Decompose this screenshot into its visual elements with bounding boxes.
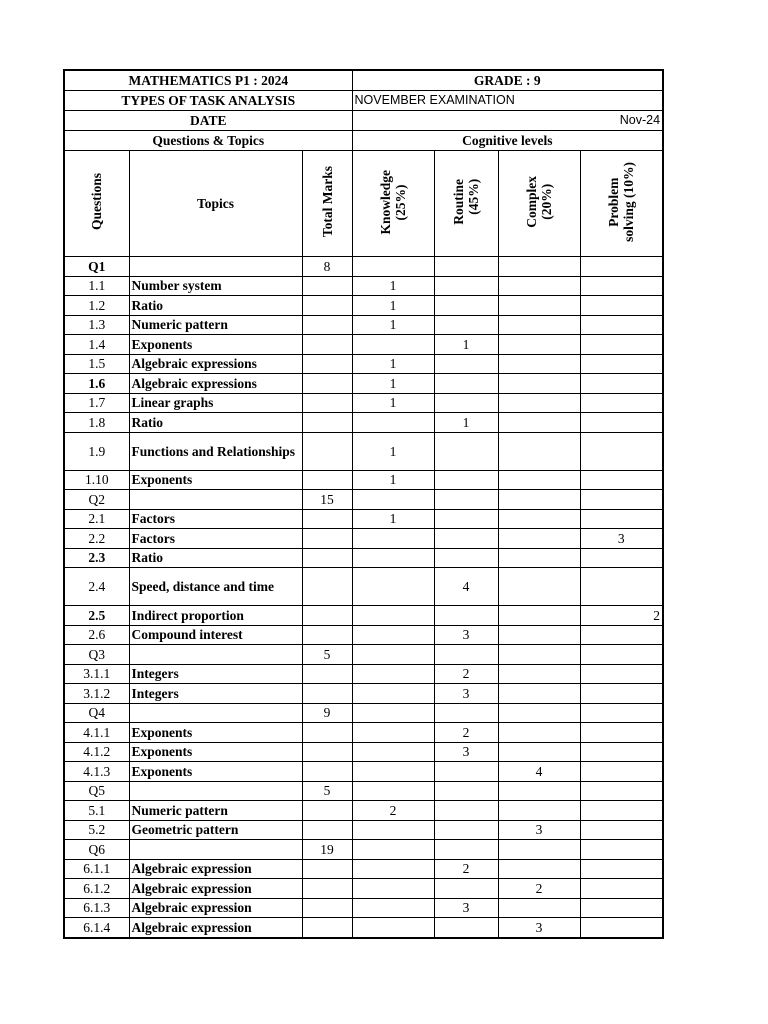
total-marks-cell bbox=[302, 606, 352, 626]
knowledge-cell: 1 bbox=[352, 276, 434, 296]
routine-cell bbox=[434, 645, 498, 665]
total-marks-cell bbox=[302, 568, 352, 606]
routine-cell bbox=[434, 762, 498, 782]
total-marks-cell bbox=[302, 664, 352, 684]
problem-solving-cell bbox=[580, 490, 663, 510]
question-cell: 1.6 bbox=[64, 374, 129, 394]
table-row bbox=[64, 296, 663, 316]
knowledge-cell bbox=[352, 781, 434, 801]
question-cell: Q3 bbox=[64, 645, 129, 665]
topic-cell: Algebraic expressions bbox=[129, 374, 302, 394]
routine-cell bbox=[434, 296, 498, 316]
topic-cell: Speed, distance and time bbox=[129, 568, 302, 606]
col-complex-header: Complex (20%) bbox=[498, 151, 580, 257]
question-cell: 1.1 bbox=[64, 276, 129, 296]
complex-cell bbox=[498, 781, 580, 801]
routine-cell bbox=[434, 276, 498, 296]
topic-cell: Geometric pattern bbox=[129, 820, 302, 840]
complex-cell bbox=[498, 548, 580, 568]
col-questions-header: Questions bbox=[64, 151, 129, 257]
routine-cell bbox=[434, 432, 498, 470]
total-marks-cell bbox=[302, 335, 352, 355]
table-row bbox=[64, 276, 663, 296]
problem-solving-cell bbox=[580, 548, 663, 568]
knowledge-cell bbox=[352, 413, 434, 433]
routine-cell: 4 bbox=[434, 568, 498, 606]
total-marks-cell bbox=[302, 742, 352, 762]
complex-cell: 3 bbox=[498, 820, 580, 840]
table-row bbox=[64, 625, 663, 645]
table-row bbox=[64, 470, 663, 490]
routine-cell bbox=[434, 374, 498, 394]
grade-cell: GRADE : 9 bbox=[352, 70, 663, 91]
complex-cell bbox=[498, 625, 580, 645]
complex-cell bbox=[498, 859, 580, 879]
knowledge-cell: 1 bbox=[352, 432, 434, 470]
knowledge-cell bbox=[352, 918, 434, 938]
table-row bbox=[64, 354, 663, 374]
table-row bbox=[64, 413, 663, 433]
topic-cell: Exponents bbox=[129, 470, 302, 490]
routine-cell bbox=[434, 918, 498, 938]
routine-cell: 3 bbox=[434, 625, 498, 645]
table-row bbox=[64, 432, 663, 470]
problem-solving-cell bbox=[580, 276, 663, 296]
topic-cell: Ratio bbox=[129, 413, 302, 433]
total-marks-cell bbox=[302, 762, 352, 782]
question-cell: 5.2 bbox=[64, 820, 129, 840]
knowledge-cell bbox=[352, 664, 434, 684]
topic-cell: Integers bbox=[129, 664, 302, 684]
table-row bbox=[64, 315, 663, 335]
table-row bbox=[64, 820, 663, 840]
problem-solving-cell bbox=[580, 509, 663, 529]
problem-solving-cell bbox=[580, 762, 663, 782]
table-row bbox=[64, 840, 663, 860]
routine-cell bbox=[434, 606, 498, 626]
complex-cell bbox=[498, 664, 580, 684]
total-marks-cell bbox=[302, 374, 352, 394]
routine-cell bbox=[434, 840, 498, 860]
knowledge-cell bbox=[352, 606, 434, 626]
knowledge-cell: 1 bbox=[352, 296, 434, 316]
table-row bbox=[64, 529, 663, 549]
total-marks-cell bbox=[302, 296, 352, 316]
table-row bbox=[64, 664, 663, 684]
total-marks-cell bbox=[302, 393, 352, 413]
problem-solving-cell bbox=[580, 879, 663, 899]
topic-cell: Ratio bbox=[129, 548, 302, 568]
topic-cell: Factors bbox=[129, 509, 302, 529]
topic-cell: Algebraic expression bbox=[129, 918, 302, 938]
knowledge-cell bbox=[352, 684, 434, 704]
complex-cell bbox=[498, 645, 580, 665]
complex-cell: 2 bbox=[498, 879, 580, 899]
col-topics-header: Topics bbox=[129, 151, 302, 257]
complex-cell bbox=[498, 276, 580, 296]
routine-cell bbox=[434, 393, 498, 413]
problem-solving-cell bbox=[580, 393, 663, 413]
problem-solving-cell: 3 bbox=[580, 529, 663, 549]
routine-cell: 1 bbox=[434, 335, 498, 355]
question-cell: 6.1.2 bbox=[64, 879, 129, 899]
table-row bbox=[64, 703, 663, 723]
complex-cell bbox=[498, 840, 580, 860]
question-cell: 2.3 bbox=[64, 548, 129, 568]
total-marks-cell bbox=[302, 276, 352, 296]
topic-cell: Indirect proportion bbox=[129, 606, 302, 626]
topic-cell: Algebraic expressions bbox=[129, 354, 302, 374]
complex-cell bbox=[498, 296, 580, 316]
question-cell: 2.6 bbox=[64, 625, 129, 645]
table-row bbox=[64, 723, 663, 743]
col-routine-header: Routine (45%) bbox=[434, 151, 498, 257]
problem-solving-cell: 2 bbox=[580, 606, 663, 626]
question-cell: 4.1.2 bbox=[64, 742, 129, 762]
complex-cell bbox=[498, 606, 580, 626]
problem-solving-cell bbox=[580, 315, 663, 335]
question-cell: 5.1 bbox=[64, 801, 129, 821]
total-marks-cell: 15 bbox=[302, 490, 352, 510]
total-marks-cell bbox=[302, 509, 352, 529]
routine-cell bbox=[434, 315, 498, 335]
complex-cell bbox=[498, 432, 580, 470]
knowledge-cell bbox=[352, 859, 434, 879]
topic-cell bbox=[129, 840, 302, 860]
problem-solving-cell bbox=[580, 742, 663, 762]
routine-cell bbox=[434, 781, 498, 801]
topic-cell: Linear graphs bbox=[129, 393, 302, 413]
problem-solving-cell bbox=[580, 432, 663, 470]
topic-cell bbox=[129, 257, 302, 277]
table-row bbox=[64, 918, 663, 938]
routine-cell bbox=[434, 257, 498, 277]
question-cell: 1.4 bbox=[64, 335, 129, 355]
total-marks-cell bbox=[302, 625, 352, 645]
complex-cell bbox=[498, 490, 580, 510]
total-marks-cell bbox=[302, 354, 352, 374]
question-cell: 6.1.3 bbox=[64, 898, 129, 918]
question-cell: 2.5 bbox=[64, 606, 129, 626]
total-marks-cell bbox=[302, 801, 352, 821]
topic-cell: Exponents bbox=[129, 723, 302, 743]
question-cell: 2.4 bbox=[64, 568, 129, 606]
complex-cell bbox=[498, 568, 580, 606]
title-cell: MATHEMATICS P1 : 2024 bbox=[64, 70, 352, 91]
topic-cell: Numeric pattern bbox=[129, 801, 302, 821]
problem-solving-cell bbox=[580, 664, 663, 684]
knowledge-cell bbox=[352, 257, 434, 277]
topic-cell bbox=[129, 703, 302, 723]
table-row bbox=[64, 801, 663, 821]
question-cell: 4.1.3 bbox=[64, 762, 129, 782]
knowledge-cell bbox=[352, 645, 434, 665]
knowledge-cell: 1 bbox=[352, 315, 434, 335]
complex-cell bbox=[498, 742, 580, 762]
complex-cell bbox=[498, 335, 580, 355]
complex-cell bbox=[498, 393, 580, 413]
complex-cell bbox=[498, 703, 580, 723]
table-row bbox=[64, 859, 663, 879]
complex-cell bbox=[498, 354, 580, 374]
complex-cell: 3 bbox=[498, 918, 580, 938]
question-cell: Q1 bbox=[64, 257, 129, 277]
complex-cell bbox=[498, 315, 580, 335]
problem-solving-cell bbox=[580, 625, 663, 645]
table-row bbox=[64, 742, 663, 762]
question-cell: 1.7 bbox=[64, 393, 129, 413]
knowledge-cell bbox=[352, 548, 434, 568]
question-cell: 3.1.2 bbox=[64, 684, 129, 704]
routine-cell bbox=[434, 490, 498, 510]
topic-cell: Integers bbox=[129, 684, 302, 704]
task-analysis-table bbox=[63, 69, 664, 939]
total-marks-cell bbox=[302, 548, 352, 568]
topic-cell: Factors bbox=[129, 529, 302, 549]
routine-cell: 2 bbox=[434, 723, 498, 743]
topic-cell: Numeric pattern bbox=[129, 315, 302, 335]
problem-solving-cell bbox=[580, 374, 663, 394]
problem-solving-cell bbox=[580, 296, 663, 316]
knowledge-cell bbox=[352, 879, 434, 899]
table-row bbox=[64, 606, 663, 626]
col-knowledge-header: Knowledge (25%) bbox=[352, 151, 434, 257]
complex-cell bbox=[498, 470, 580, 490]
topic-cell: Exponents bbox=[129, 762, 302, 782]
table-row bbox=[64, 374, 663, 394]
routine-cell bbox=[434, 509, 498, 529]
routine-cell bbox=[434, 354, 498, 374]
topic-cell: Number system bbox=[129, 276, 302, 296]
complex-cell bbox=[498, 413, 580, 433]
table-row bbox=[64, 335, 663, 355]
exam-cell: NOVEMBER EXAMINATION bbox=[352, 91, 663, 111]
topic-cell: Compound interest bbox=[129, 625, 302, 645]
problem-solving-cell bbox=[580, 354, 663, 374]
question-cell: 1.5 bbox=[64, 354, 129, 374]
knowledge-cell bbox=[352, 529, 434, 549]
question-cell: 1.3 bbox=[64, 315, 129, 335]
subtitle-cell: TYPES OF TASK ANALYSIS bbox=[64, 91, 352, 111]
routine-cell: 3 bbox=[434, 898, 498, 918]
total-marks-cell bbox=[302, 859, 352, 879]
question-cell: Q6 bbox=[64, 840, 129, 860]
question-cell: 3.1.1 bbox=[64, 664, 129, 684]
questions-topics-header: Questions & Topics bbox=[64, 131, 352, 151]
knowledge-cell bbox=[352, 568, 434, 606]
total-marks-cell bbox=[302, 918, 352, 938]
knowledge-cell bbox=[352, 723, 434, 743]
complex-cell bbox=[498, 898, 580, 918]
problem-solving-cell bbox=[580, 645, 663, 665]
question-cell: Q4 bbox=[64, 703, 129, 723]
question-cell: 6.1.1 bbox=[64, 859, 129, 879]
complex-cell: 4 bbox=[498, 762, 580, 782]
knowledge-cell bbox=[352, 625, 434, 645]
table-row bbox=[64, 781, 663, 801]
total-marks-cell bbox=[302, 723, 352, 743]
table-row bbox=[64, 490, 663, 510]
problem-solving-cell bbox=[580, 723, 663, 743]
total-marks-cell bbox=[302, 315, 352, 335]
problem-solving-cell bbox=[580, 859, 663, 879]
knowledge-cell: 1 bbox=[352, 509, 434, 529]
table-row bbox=[64, 393, 663, 413]
complex-cell bbox=[498, 723, 580, 743]
knowledge-cell: 1 bbox=[352, 470, 434, 490]
total-marks-cell: 19 bbox=[302, 840, 352, 860]
topic-cell: Exponents bbox=[129, 742, 302, 762]
complex-cell bbox=[498, 684, 580, 704]
problem-solving-cell bbox=[580, 257, 663, 277]
problem-solving-cell bbox=[580, 840, 663, 860]
question-cell: 1.8 bbox=[64, 413, 129, 433]
knowledge-cell bbox=[352, 840, 434, 860]
question-cell: 6.1.4 bbox=[64, 918, 129, 938]
total-marks-cell bbox=[302, 879, 352, 899]
col-total-header: Total Marks bbox=[302, 151, 352, 257]
total-marks-cell bbox=[302, 684, 352, 704]
date-label-cell: DATE bbox=[64, 111, 352, 131]
routine-cell bbox=[434, 703, 498, 723]
routine-cell bbox=[434, 529, 498, 549]
date-value-cell: Nov-24 bbox=[352, 111, 663, 131]
knowledge-cell bbox=[352, 762, 434, 782]
question-cell: 1.10 bbox=[64, 470, 129, 490]
problem-solving-cell bbox=[580, 781, 663, 801]
question-cell: Q2 bbox=[64, 490, 129, 510]
routine-cell: 2 bbox=[434, 859, 498, 879]
table-row bbox=[64, 509, 663, 529]
routine-cell bbox=[434, 470, 498, 490]
problem-solving-cell bbox=[580, 568, 663, 606]
col-problem-header: Problem solving (10%) bbox=[580, 151, 663, 257]
knowledge-cell bbox=[352, 820, 434, 840]
table-row bbox=[64, 548, 663, 568]
knowledge-cell bbox=[352, 703, 434, 723]
complex-cell bbox=[498, 374, 580, 394]
topic-cell: Exponents bbox=[129, 335, 302, 355]
table-row bbox=[64, 257, 663, 277]
cognitive-levels-header: Cognitive levels bbox=[352, 131, 663, 151]
table-row bbox=[64, 645, 663, 665]
complex-cell bbox=[498, 801, 580, 821]
table-row bbox=[64, 568, 663, 606]
routine-cell: 3 bbox=[434, 742, 498, 762]
knowledge-cell: 1 bbox=[352, 393, 434, 413]
knowledge-cell bbox=[352, 490, 434, 510]
knowledge-cell bbox=[352, 742, 434, 762]
total-marks-cell bbox=[302, 432, 352, 470]
total-marks-cell bbox=[302, 898, 352, 918]
problem-solving-cell bbox=[580, 801, 663, 821]
question-cell: 4.1.1 bbox=[64, 723, 129, 743]
topic-cell: Ratio bbox=[129, 296, 302, 316]
total-marks-cell bbox=[302, 470, 352, 490]
question-cell: 1.2 bbox=[64, 296, 129, 316]
total-marks-cell: 5 bbox=[302, 645, 352, 665]
knowledge-cell: 2 bbox=[352, 801, 434, 821]
problem-solving-cell bbox=[580, 684, 663, 704]
topic-cell bbox=[129, 781, 302, 801]
total-marks-cell: 5 bbox=[302, 781, 352, 801]
routine-cell: 2 bbox=[434, 664, 498, 684]
problem-solving-cell bbox=[580, 335, 663, 355]
complex-cell bbox=[498, 509, 580, 529]
question-cell: 1.9 bbox=[64, 432, 129, 470]
question-cell: 2.1 bbox=[64, 509, 129, 529]
question-cell: Q5 bbox=[64, 781, 129, 801]
problem-solving-cell bbox=[580, 918, 663, 938]
routine-cell bbox=[434, 548, 498, 568]
table-row bbox=[64, 684, 663, 704]
topic-cell: Algebraic expression bbox=[129, 879, 302, 899]
routine-cell: 1 bbox=[434, 413, 498, 433]
problem-solving-cell bbox=[580, 820, 663, 840]
knowledge-cell bbox=[352, 898, 434, 918]
knowledge-cell: 1 bbox=[352, 374, 434, 394]
table-row bbox=[64, 898, 663, 918]
table-row bbox=[64, 879, 663, 899]
problem-solving-cell bbox=[580, 470, 663, 490]
topic-cell: Algebraic expression bbox=[129, 859, 302, 879]
problem-solving-cell bbox=[580, 703, 663, 723]
total-marks-cell bbox=[302, 820, 352, 840]
total-marks-cell bbox=[302, 529, 352, 549]
total-marks-cell bbox=[302, 413, 352, 433]
knowledge-cell bbox=[352, 335, 434, 355]
topic-cell bbox=[129, 490, 302, 510]
routine-cell bbox=[434, 879, 498, 899]
problem-solving-cell bbox=[580, 413, 663, 433]
routine-cell bbox=[434, 801, 498, 821]
question-cell: 2.2 bbox=[64, 529, 129, 549]
problem-solving-cell bbox=[580, 898, 663, 918]
complex-cell bbox=[498, 529, 580, 549]
table-row bbox=[64, 762, 663, 782]
topic-cell: Algebraic expression bbox=[129, 898, 302, 918]
complex-cell bbox=[498, 257, 580, 277]
total-marks-cell: 8 bbox=[302, 257, 352, 277]
topic-cell bbox=[129, 645, 302, 665]
topic-cell: Functions and Relationships bbox=[129, 432, 302, 470]
total-marks-cell: 9 bbox=[302, 703, 352, 723]
routine-cell: 3 bbox=[434, 684, 498, 704]
routine-cell bbox=[434, 820, 498, 840]
knowledge-cell: 1 bbox=[352, 354, 434, 374]
